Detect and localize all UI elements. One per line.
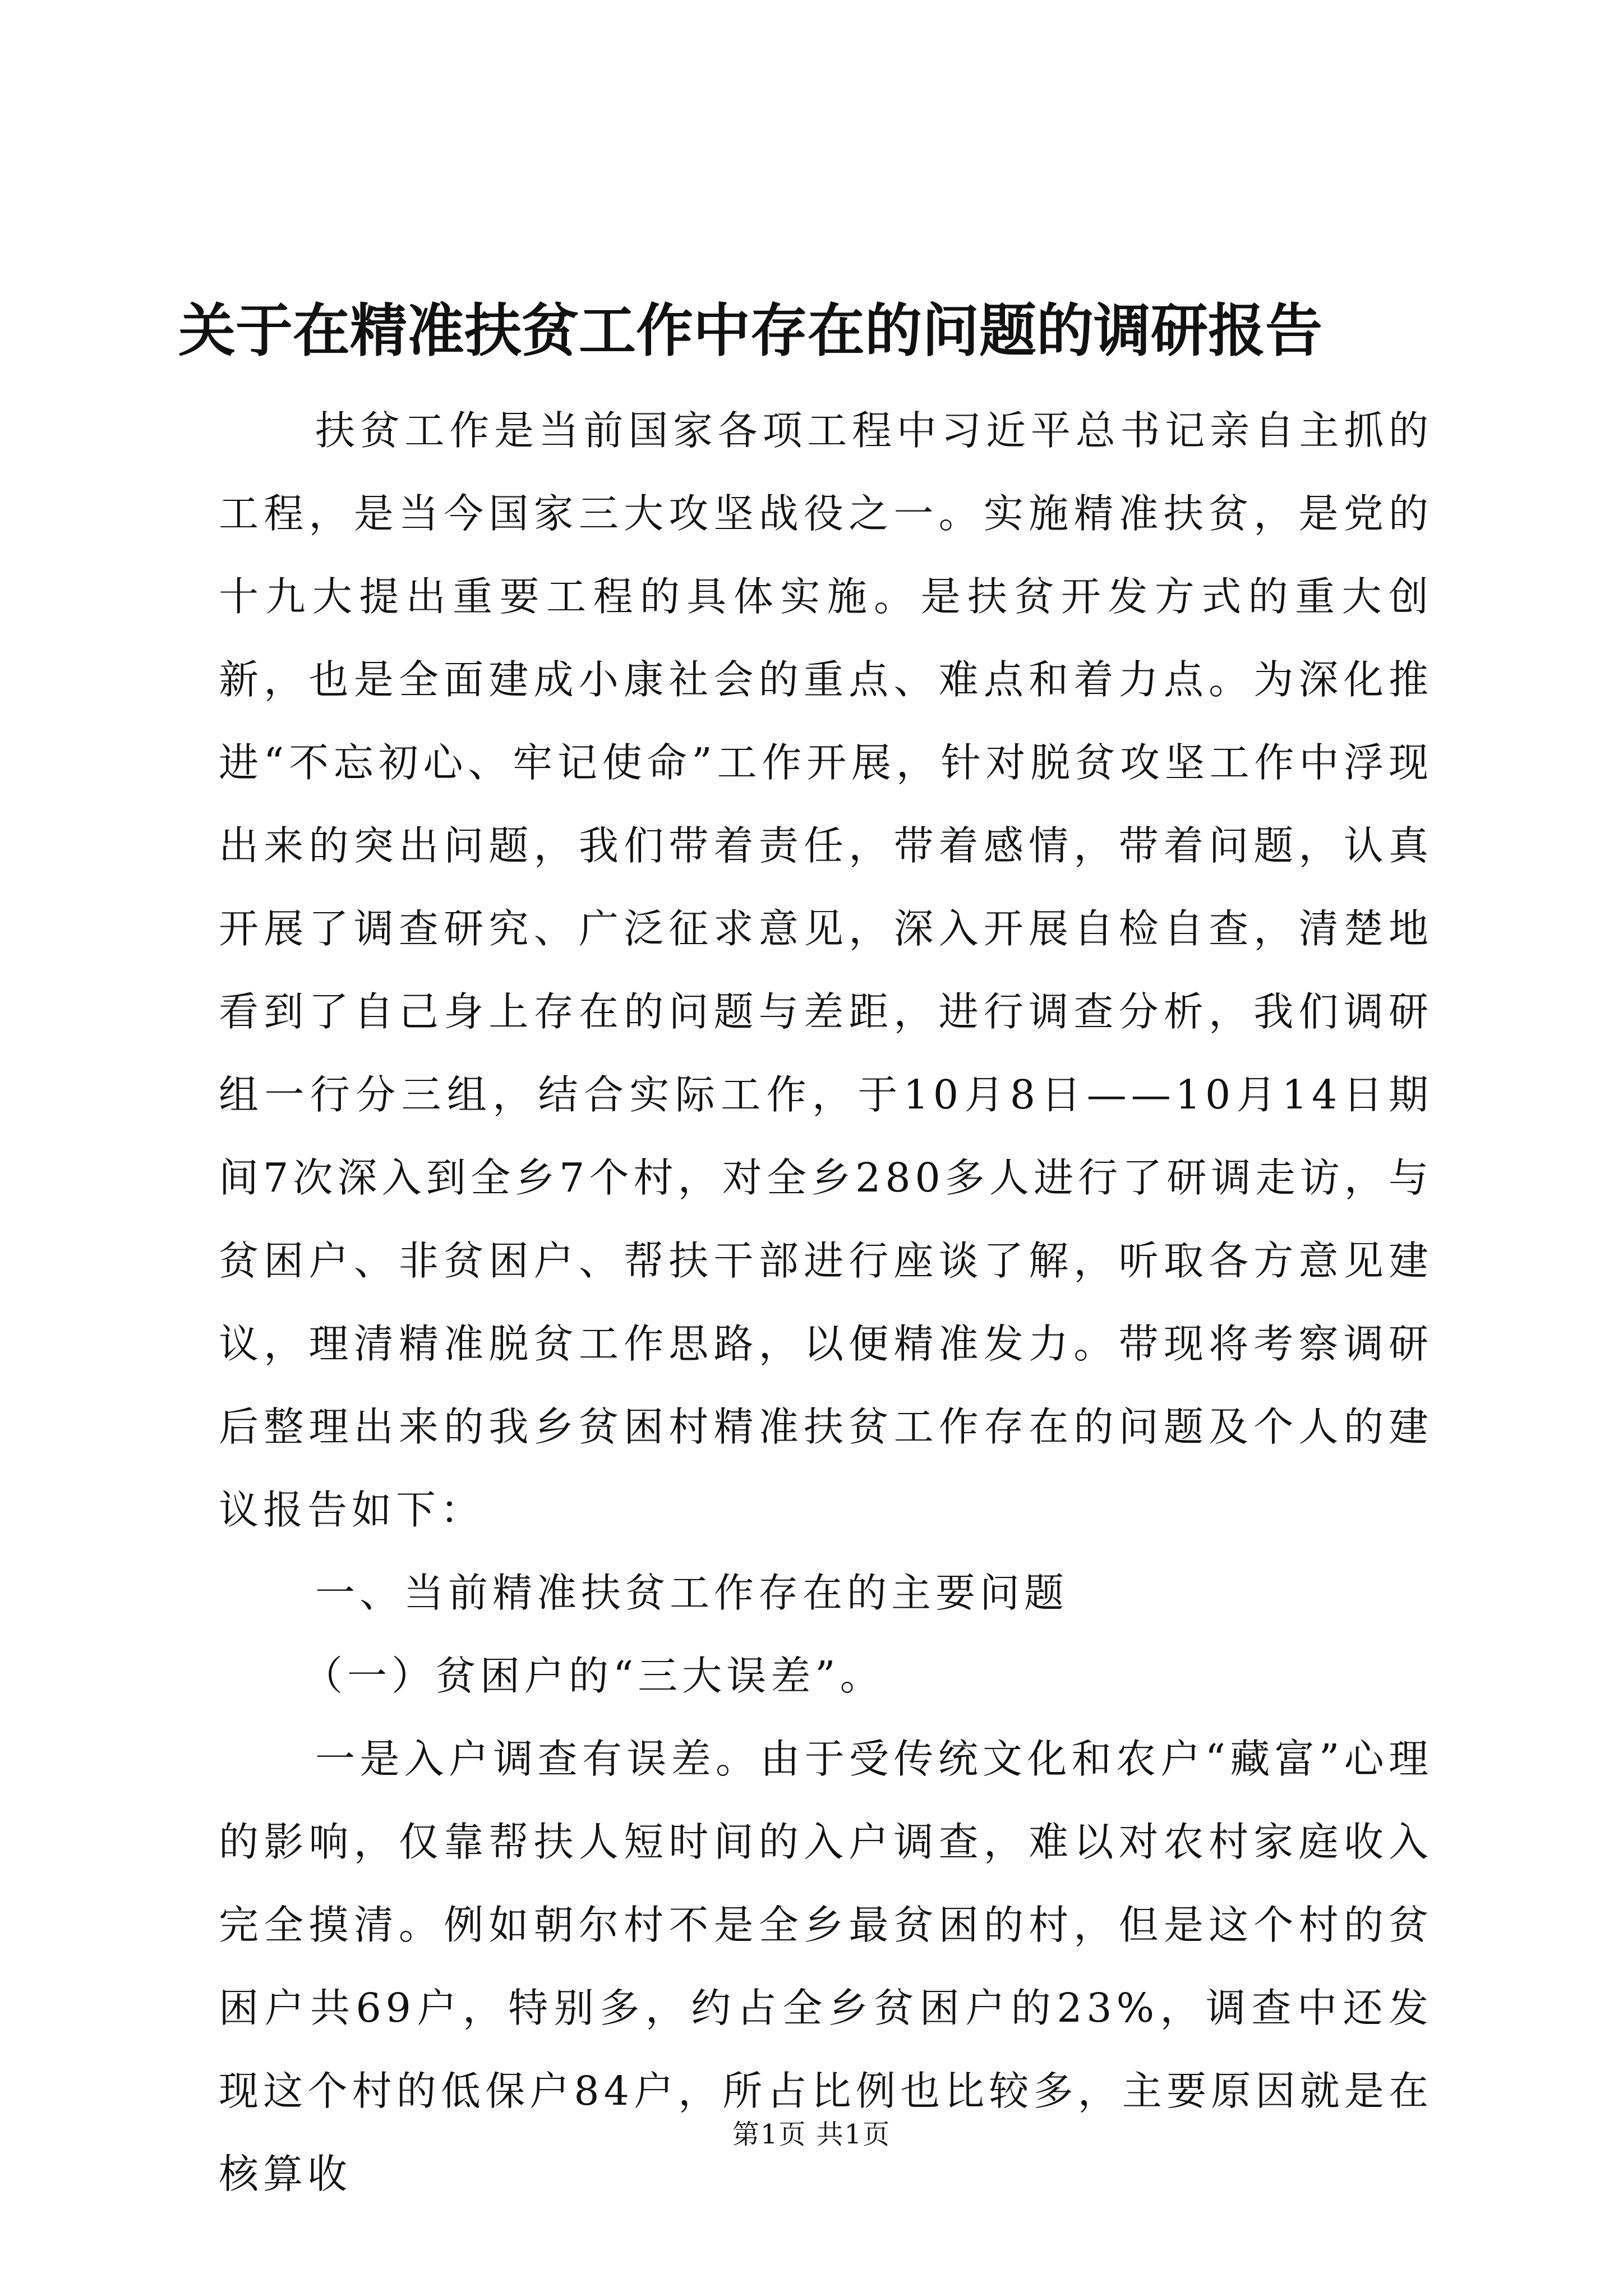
intro-paragraph: 扶贫工作是当前国家各项工程中习近平总书记亲自主抓的工程，是当今国家三大攻坚战役之一。实施精准扶贫，是党的十九大提出重要工程的具体实施。是扶贫开发方式的重大创新，也是全面建成小康社会的重点、难点和着力点。为深化推进“不忘初心、牢记使命”工作开展，针对脱贫攻坚工作中浮现出来的突出问题，我们带着责任，带着感情，带着问题，认真开展了调查研究、广泛征求意见，深入开展自检自查，清楚地看到了自己身上存在的问题与差距，进行调查分析，我们调研组一行分三组，结合实际工作，于10月8日——10月14日期间7次深入到全乡7个村，对全乡280多人进行了研调走访，与贫困户、非贫困户、帮扶干部进行座谈了解，听取各方意见建议，理清精准脱贫工作思路，以便精准发力。带现将考察调研后整理出来的我乡贫困村精准扶贫工作存在的问题及个人的建议报告如下： [219, 407, 1433, 1533]
document-title: 关于在精准扶贫工作中存在的问题的调研报告 [178, 297, 1322, 365]
body-paragraph: 一是入户调查有误差。由于受传统文化和农户“藏富”心理的影响，仅靠帮扶人短时间的入户调查，难以对农村家庭收入完全摸清。例如朝尔村不是全乡最贫困的村，但是这个村的贫困户共69户，特别多，约占全乡贫困户的23%，调查中还发现这个村的低保户84户，所占比例也比较多，主要原因就是在核算收 [219, 1736, 1433, 2197]
page-number-footer: 第1页 共1页 [732, 2119, 891, 2150]
subsection-heading: （一）贫困户的“三大误差”。 [303, 1653, 884, 1699]
section-heading: 一、当前精准扶贫工作存在的主要问题 [315, 1570, 1069, 1616]
document-body [219, 389, 1433, 2216]
